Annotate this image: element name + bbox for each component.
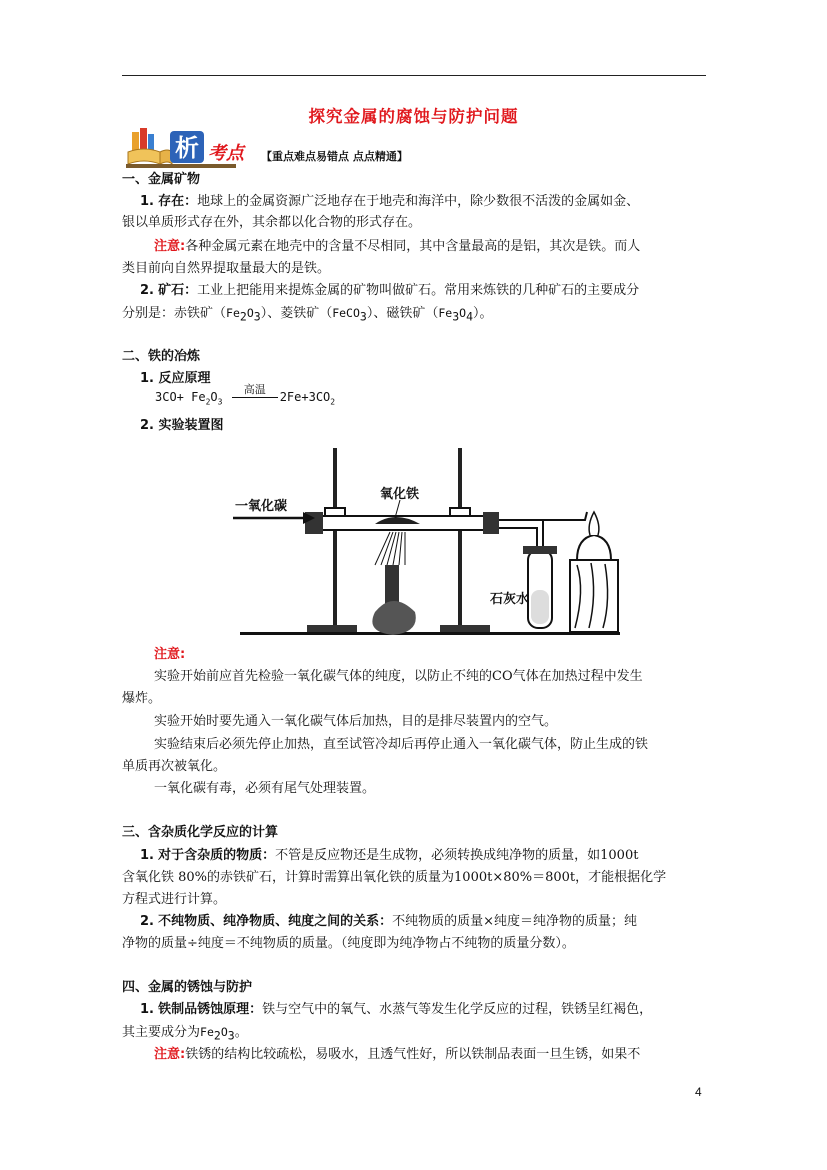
paragraph-cont: 方程式进行计算。 <box>122 892 227 907</box>
subheading: 1. 反应原理 <box>140 371 211 386</box>
ore-list: 分别是：赤铁矿$(Fe_2O_3)$、菱铁矿（FeCO$_3$）、磁铁矿$(Fe_3O_4)$。 <box>122 306 493 324</box>
paragraph-cont: 银以单质形式存在外，其余都以化合物的形式存在。 <box>122 215 422 230</box>
paragraph: 1. 对于含杂质的物质：不管是反应物还是生成物，必须转换成纯净物的质量，如1000t <box>140 848 639 863</box>
label-limewater: 石灰水 <box>490 592 530 607</box>
banner-tagline: 【重点难点易错点 点点精通】 <box>261 150 408 163</box>
section-heading: 三、含杂质化学反应的计算 <box>122 825 279 840</box>
logo-char-xi: 析 <box>175 134 199 162</box>
note-item: 实验开始前应首先检验一氧化碳气体的纯度，以防止不纯的CO气体在加热过程中发生 <box>154 669 643 684</box>
kaodian-banner <box>126 126 466 170</box>
paragraph-cont: 含氧化铁 80%的赤铁矿石，计算时需算出氧化铁的质量为1000t×80%＝800t，才能根据化学 <box>122 870 667 885</box>
reaction-equation: $3CO+ Fe_2O_3$ 高温 $2Fe+3CO_2$ <box>155 383 336 407</box>
paragraph: 2. 矿石：工业上把能用来提炼金属的矿物叫做矿石。常用来炼铁的几种矿石的主要成分 <box>140 283 640 298</box>
paragraph-cont: 净物的质量÷纯度＝不纯物质的质量。（纯度即为纯净物占不纯物的质量分数）。 <box>122 936 575 951</box>
subheading: 2. 实验装置图 <box>140 418 224 433</box>
note: 注意:各种金属元素在地壳中的含量不尽相同，其中含量最高的是铝，其次是铁。而人 <box>154 239 641 254</box>
note-label: 注意: <box>154 647 186 662</box>
note-item: 实验结束后必须先停止加热，直至试管冷却后再停止通入一氧化碳气体，防止生成的铁 <box>154 737 649 752</box>
section-heading: 一、金属矿物 <box>122 172 201 187</box>
section-heading: 二、铁的冶炼 <box>122 349 201 364</box>
section-heading: 四、金属的锈蚀与防护 <box>122 980 253 995</box>
note-item: 一氧化碳有毒，必须有尾气处理装置。 <box>154 781 376 796</box>
note-item: 实验开始时要先通入一氧化碳气体后加热，目的是排尽装置内的空气。 <box>154 714 558 729</box>
logo-text-kaodian: 考点 <box>208 143 244 164</box>
reaction-condition: 高温 <box>230 390 280 404</box>
paragraph-cont: 其主要成分为$Fe_2O_3$。 <box>122 1025 248 1043</box>
note-cont: 类目前向自然界提取量最大的是铁。 <box>122 261 331 276</box>
note-item-cont: 爆炸。 <box>122 691 162 706</box>
paragraph: 1. 铁制品锈蚀原理：铁与空气中的氧气、水蒸气等发生化学反应的过程，铁锈呈红褐色， <box>140 1002 653 1017</box>
header-rule <box>122 75 706 76</box>
note-item-cont: 单质再次被氧化。 <box>122 759 227 774</box>
paragraph: 2. 不纯物质、纯净物质、纯度之间的关系：不纯物质的质量×纯度＝纯净物的质量；纯 <box>140 914 638 929</box>
page-number: 4 <box>695 1085 702 1099</box>
note: 注意:铁锈的结构比较疏松，易吸水，且透气性好，所以铁制品表面一旦生锈，如果不 <box>154 1047 641 1062</box>
kaodian-logo <box>126 126 266 170</box>
page-title: 探究金属的腐蚀与防护问题 <box>308 107 519 126</box>
paragraph: 1. 存在：地球上的金属资源广泛地存在于地壳和海洋中，除少数很不活泼的金属如金、 <box>140 194 640 209</box>
apparatus-figure <box>225 440 620 640</box>
label-fe2o3: 氧化铁 <box>380 487 420 502</box>
label-co: 一氧化碳 <box>235 499 288 514</box>
